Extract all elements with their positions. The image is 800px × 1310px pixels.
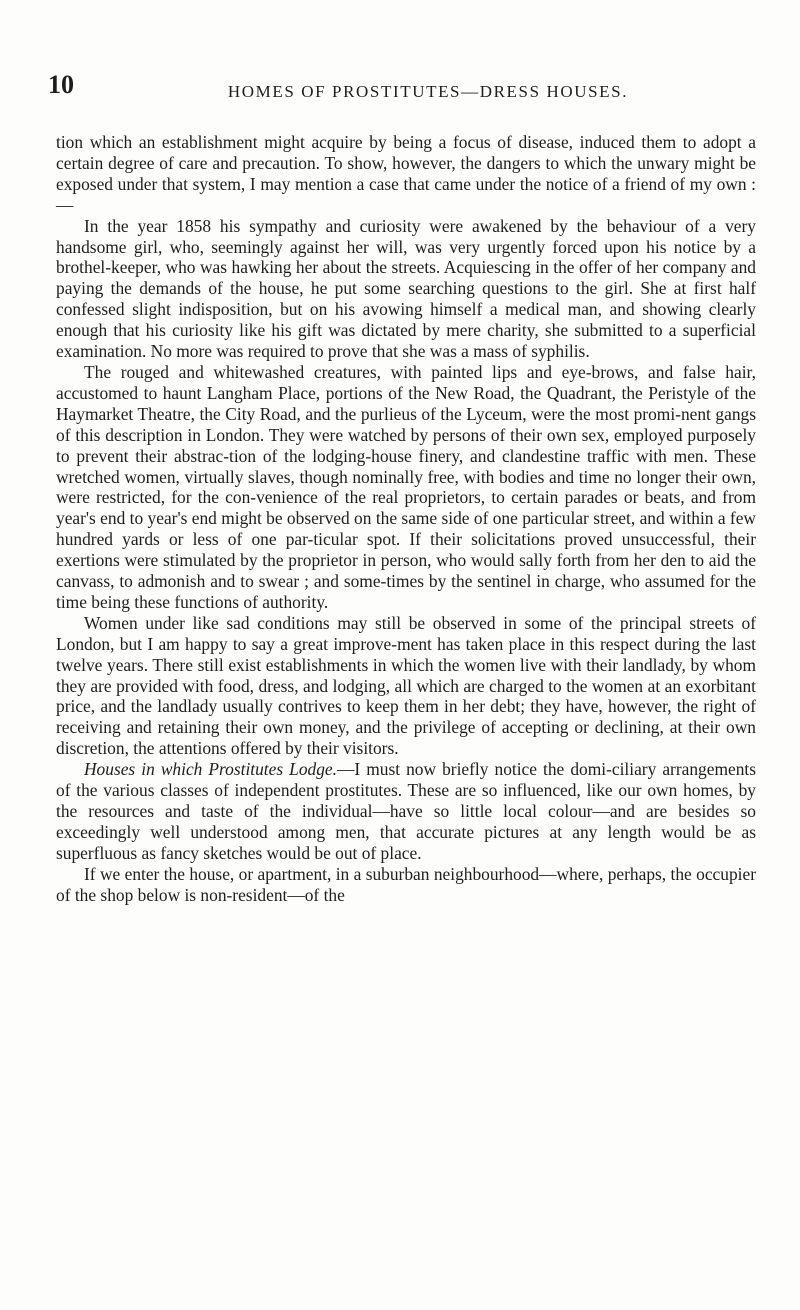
section-title: Houses in which Prostitutes Lodge. [84,759,337,780]
body-text [56,132,756,906]
paragraph: If we enter the house, or apartment, in a suburban neighbourhood—where, perhaps, the occupier of the shop below is non-resident—of the [56,863,756,905]
paragraph: tion which an establishment might acquire by being a focus of disease, induced them to adopt a certain degree of care and precaution. To show, however, the dangers to which the unwary might be exposed under that system, I may mention a case that came under the notice of a friend of my own :— [56,132,756,215]
paragraph: In the year 1858 his sympathy and curiosity were awakened by the behaviour of a very handsome girl, who, seemingly against her will, was very urgently forced upon his notice by a brothel-keeper, who was hawking her about the streets. Acquiescing in the offer of her company and paying the demands of the house, he put some searching questions to the girl. She at first half confessed slight indisposition, but on his avowing himself a medical man, and showing clearly enough that his curiosity like his gift was dictated by mere charity, she submitted to a superficial examination. No more was required to prove that she was a mass of syphilis. [56,215,756,362]
paragraph: The rouged and whitewashed creatures, with painted lips and eye-brows, and false hair, accustomed to haunt Langham Place, portions of the New Road, the Quadrant, the Peristyle of the Haymarket Theatre, the City Road, and the purlieus of the Lyceum, were the most promi-nent gangs of this description in London. They were watched by persons of their own sex, employed purposely to prevent their abstrac-tion of the lodging-house finery, and clandestine traffic with men. These wretched women, virtually slaves, though nominally free, with bodies and time no longer their own, were restricted, for the con-venience of the real proprietors, to certain parades or beats, and from year's end to year's end might be observed on the same side of one particular street, and within a few hundred yards or less of one par-ticular spot. If their solicitations proved unsuccessful, their exertions were stimulated by the proprietor in person, who would sally forth from her den to aid the canvass, to admonish and to swear ; and some-times by the sentinel in charge, who assumed for the time being these functions of authority. [56,361,756,612]
paragraph [56,759,756,864]
page-header [48,70,758,110]
paragraph: Women under like sad conditions may still be observed in some of the principal streets of London, but I am happy to say a great improve-ment has taken place in this respect during the last twelve years. There still exist establishments in which the women live with their landlady, by whom they are provided with food, dress, and lodging, all which are charged to the women at an exorbitant price, and the landlady usually contrives to keep them in her debt; they have, however, the right of receiving and retaining their own money, and the privilege of accepting or declining, at their own discretion, the attentions offered by their visitors. [56,612,756,759]
page-number: 10 [48,70,74,99]
running-head: HOMES OF PROSTITUTES—DRESS HOUSES. [227,82,629,101]
paragraph-text: —I must now briefly notice the domi-ciliary arrangements of the various classes of independent prostitutes. These are so influenced, like our own homes, by the resources and taste of the individual—have so little local colour—and are besides so exceedingly well understood among men, that accurate pictures at any length would be as superfluous as fancy sketches would be out of place. [56,759,757,863]
